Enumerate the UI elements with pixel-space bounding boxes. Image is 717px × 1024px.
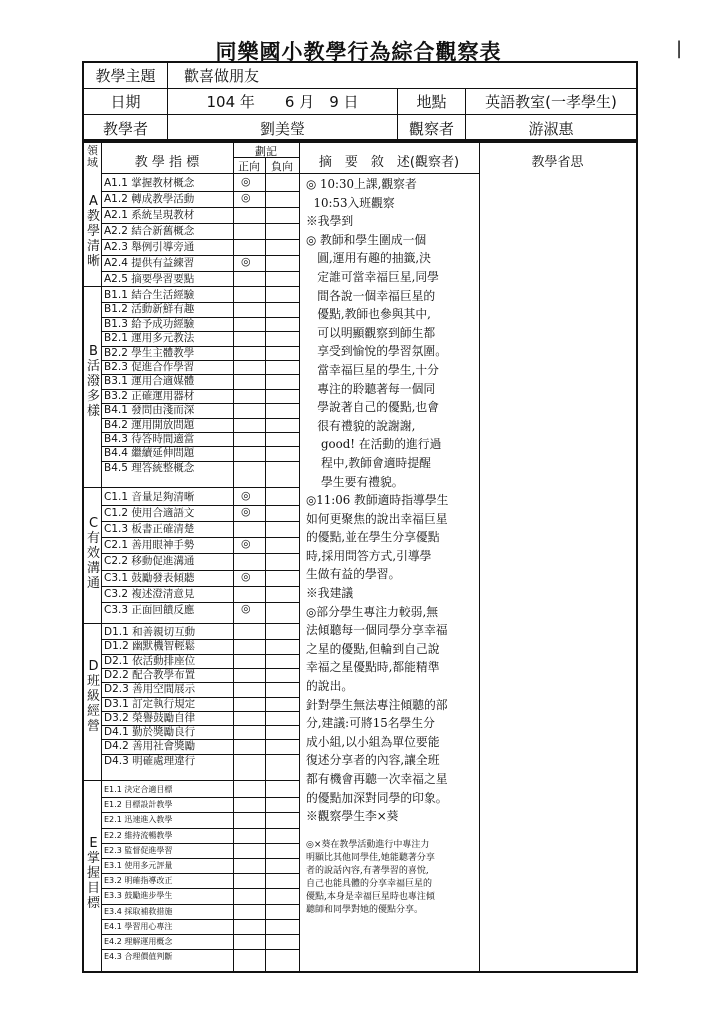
summary-line: 當幸福巨星的學生,十分 (306, 362, 439, 377)
theme-row (84, 63, 636, 89)
page-title: 同樂國小教學行為綜合觀察表 (215, 40, 502, 64)
indicator-item: A1.2 轉成教學活動 (104, 193, 195, 205)
indicator-item: E1.1 決定合適目標 (104, 785, 173, 794)
indicator-item: B4.3 待答時間適當 (104, 433, 195, 445)
indicator-item: C1.2 使用合適語文 (104, 507, 195, 520)
indicator-item: D2.1 依活動排座位 (104, 654, 196, 667)
indicator-item: C2.1 善用眼神手勢 (104, 539, 195, 552)
domain-separator (84, 286, 299, 287)
indicator-item: B4.2 運用開放問題 (104, 418, 195, 431)
domain-separator (84, 623, 299, 624)
summary-line: 定誰可當幸福巨星,同學 (306, 269, 439, 284)
indicator-item: B2.1 運用多元教法 (104, 332, 195, 345)
summary-line: 都有機會再聽一次幸福之星 (306, 772, 448, 786)
indicator-item: A2.2 結合新舊概念 (104, 225, 195, 237)
summary-small-line: ◎×葵在教學活動進行中專注力 (306, 840, 430, 850)
domain-separator (84, 487, 299, 488)
summary-line: 10:53入班觀察 (306, 195, 395, 210)
summary-line: 法傾聽每一個同學分享幸福 (306, 623, 448, 638)
indicator-item: B2.2 學生主體教學 (104, 346, 195, 359)
summary-line: 生做有益的學習。 (306, 567, 401, 582)
indicator-header: 教 學 指 標 (134, 155, 200, 170)
summary-line: 很有禮貌的說謝謝, (306, 418, 416, 433)
positive-mark: ◎ (241, 255, 251, 268)
date-row (84, 89, 636, 115)
domain-label: C有效溝通 (86, 515, 100, 591)
indicator-item: E2.2 維持流暢教學 (104, 830, 173, 840)
check-header: 劃記 (255, 145, 277, 158)
indicator-item: A2.5 摘要學習要點 (104, 273, 195, 285)
summary-line: ◎部分學生專注力較弱,無 (306, 604, 439, 619)
theme-value: 歡喜做朋友 (184, 67, 260, 85)
summary-line: ※觀察學生李×葵 (306, 809, 399, 824)
indicator-item: E3.2 明確指導改正 (104, 876, 173, 886)
summary-line: ◎11:06 教師適時指導學生 (306, 493, 449, 508)
positive-mark: ◎ (241, 569, 251, 583)
indicator-item: D4.2 善用社會獎勵 (104, 740, 196, 753)
indicator-item: C3.1 鼓勵發表傾聽 (104, 571, 195, 584)
summary-line: ◎ 教師和學生圍成一個 (306, 232, 427, 247)
indicator-item: D2.2 配合教學布置 (104, 668, 196, 681)
indicator-item: B4.1 發問由淺而深 (104, 404, 195, 417)
summary-small-notes (306, 839, 482, 917)
positive-mark: ◎ (241, 191, 251, 204)
indicator-item: E4.1 學習用心專注 (104, 921, 173, 931)
positive-mark: ◎ (241, 537, 251, 551)
domain-separator (84, 780, 299, 781)
summary-small-line: 者的說話內容,有著學習的喜悅, (306, 866, 429, 876)
corner-mark: | (676, 38, 683, 59)
summary-line: 學說著自己的優點,也會 (306, 400, 439, 415)
positive-header: 正向 (238, 160, 260, 173)
col-line-check (265, 157, 266, 971)
negative-header: 負向 (271, 160, 293, 173)
indicator-item: A2.1 系統呈現教材 (104, 209, 195, 221)
indicator-item: C3.3 正面回饋反應 (104, 603, 195, 616)
indicator-item: C1.3 板書正確清楚 (104, 523, 195, 536)
indicator-item: B4.4 繼續延伸問題 (104, 447, 195, 460)
date-value: 104 年 6 月 9 日 (168, 89, 398, 114)
observer-label: 觀察者 (398, 115, 466, 141)
theme-label: 教學主題 (84, 63, 168, 88)
positive-mark: ◎ (241, 489, 251, 502)
domain-label: A教學清晰 (86, 193, 100, 269)
summary-line: ※我學到 (306, 214, 354, 229)
summary-line: 享受到愉悅的學習氛圍。 (306, 344, 448, 359)
observer-value: 游淑惠 (528, 119, 574, 138)
indicator-item: A2.4 提供有益練習 (104, 257, 195, 269)
indicator-item: B4.5 理答統整概念 (104, 461, 195, 474)
indicator-item: A2.3 舉例引導旁通 (104, 241, 195, 253)
positive-mark: ◎ (241, 601, 251, 615)
domain-label: E掌握目標 (86, 835, 100, 911)
summary-line: 的優點加深對同學的印象。 (306, 790, 448, 805)
summary-line: 針對學生無法專注傾聽的部 (306, 697, 448, 712)
indicator-item: E3.3 鼓勵進步學生 (104, 891, 173, 901)
indicator-item: E3.1 使用多元評量 (104, 861, 173, 870)
indicator-item: E2.3 監督促進學習 (104, 845, 173, 855)
indicator-item: B3.1 運用合適媒體 (104, 375, 195, 388)
summary-line: 圓,運用有趣的抽籤,決 (306, 251, 431, 266)
domain-label: B活潑多樣 (86, 344, 100, 420)
summary-line: 如何更聚焦的說出幸福巨星 (306, 511, 448, 526)
place-label: 地點 (398, 89, 466, 114)
indicator-item: B2.3 促進合作學習 (104, 361, 195, 373)
date-label: 日期 (84, 89, 168, 114)
place-value: 英語教室(一孝學生) (485, 93, 617, 111)
positive-mark: ◎ (241, 505, 251, 519)
indicator-item: D4.3 明確處理違行 (104, 754, 196, 767)
summary-small-line: 聽師和同學對她的優點分享。 (306, 905, 424, 915)
indicator-item: A1.1 掌握教材概念 (104, 177, 195, 189)
summary-line: 程中,教師會適時提醒 (306, 455, 431, 470)
teacher-label: 教學者 (84, 115, 168, 141)
summary-line: 的說出。 (306, 679, 354, 694)
summary-line: 分,建議:可將15名學生分 (306, 716, 435, 731)
indicator-item: E2.1 迅速進入教學 (104, 815, 173, 825)
indicator-item: E1.2 目標設計教學 (104, 800, 173, 810)
indicator-item: E4.2 理解運用概念 (104, 937, 173, 946)
domain-label: D班級經營 (86, 659, 100, 734)
indicator-item: E4.3 合理價值判斷 (104, 952, 173, 962)
summary-header: 摘 要 敘 述(觀察者) (318, 155, 460, 170)
indicator-item: C2.2 移動促進溝通 (104, 555, 195, 568)
summary-notes (306, 175, 482, 826)
summary-small-line: 優點,本身是幸福巨星時也專注傾 (306, 892, 435, 902)
summary-line: 專注的聆聽著每一個同 (306, 381, 436, 396)
summary-small-line: 自己也能具體的分享幸福巨星的 (306, 879, 433, 889)
summary-line: 復述分享者的內容,讓全班 (306, 753, 440, 768)
summary-line: 幸福之星優點時,都能精準 (306, 660, 440, 675)
indicator-item: B1.2 活動新鮮有趣 (104, 303, 195, 316)
indicator-item: D1.2 幽默機智輕鬆 (104, 640, 196, 653)
summary-line: 間各說一個幸福巨星的 (306, 288, 436, 303)
positive-mark: ◎ (241, 175, 251, 188)
indicator-item: B1.3 給予成功經驗 (104, 317, 195, 330)
summary-line: 學生要有禮貌。 (306, 474, 404, 489)
summary-line: 成小組,以小組為單位要能 (306, 734, 440, 749)
indicator-item: C3.2 複述澄清意見 (104, 587, 195, 600)
summary-line: 的優點,並在學生分享優點 (306, 530, 440, 545)
summary-line: 可以明顯觀察到師生都 (306, 325, 436, 340)
reflection-header: 教學省思 (531, 155, 584, 170)
teacher-value: 劉美瑩 (168, 115, 398, 141)
indicator-item: C1.1 音量足夠清晰 (104, 491, 195, 503)
indicator-item: B3.2 正確運用器材 (104, 389, 195, 402)
indicator-item: D3.1 訂定執行規定 (104, 697, 196, 710)
summary-line: 時,採用問答方式,引導學 (306, 548, 432, 563)
summary-line: ◎ 10:30上課,觀察者 (306, 177, 417, 191)
col-line-summary (299, 143, 300, 971)
indicator-item: D3.2 榮譽鼓勵自律 (104, 711, 196, 724)
indicator-item: D4.1 勤於獎勵良行 (104, 726, 196, 739)
observation-table (82, 141, 638, 973)
indicator-item: D1.1 和善親切互動 (104, 626, 196, 638)
summary-small-line: 明顯比其他同學佳,她能聽著分享 (306, 853, 435, 863)
teacher-row (84, 115, 636, 141)
summary-line: ※我建議 (306, 586, 354, 601)
summary-line: 之星的優點,但輪到自己說 (306, 641, 440, 656)
col-line-indicator (233, 143, 234, 971)
domain-header: 領域 (87, 144, 98, 169)
indicator-item: B1.1 結合生活經驗 (104, 289, 195, 301)
summary-line: 優點,教師也參與其中, (306, 307, 431, 322)
header-bottom-line (101, 173, 479, 174)
indicator-item: D2.3 善用空間展示 (104, 683, 196, 696)
indicator-item: E3.4 採取補救措施 (104, 906, 173, 916)
header-info (82, 61, 638, 141)
summary-line: good! 在活動的進行過 (306, 437, 442, 452)
